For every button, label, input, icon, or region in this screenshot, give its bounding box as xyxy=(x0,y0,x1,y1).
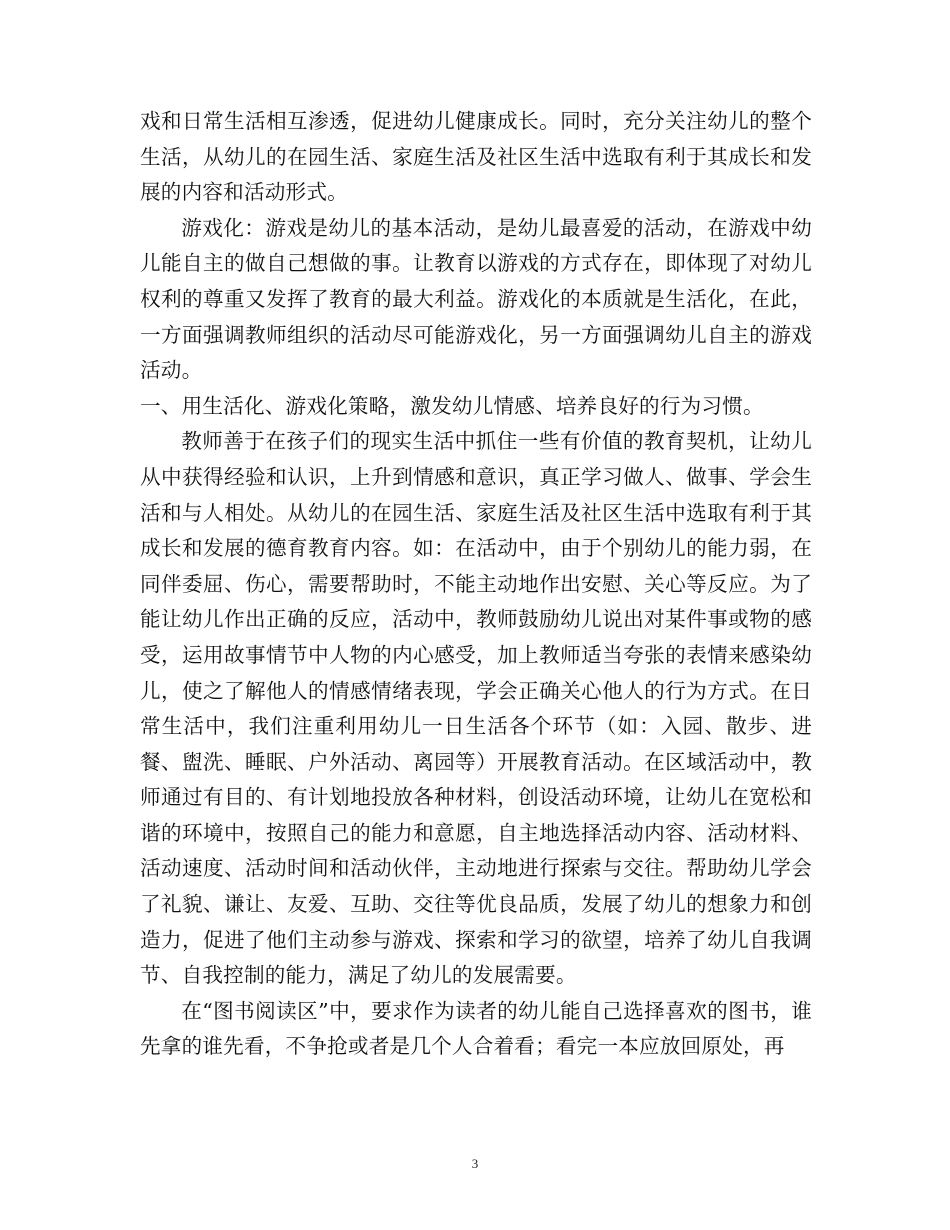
paragraph-4: 在“图书阅读区”中，要求作为读者的幼儿能自己选择喜欢的图书，谁先拿的谁先看，不争抢或者是几个人合着看；看完一本应放回原处，再 xyxy=(140,998,812,1059)
paragraph-2: 游戏化：游戏是幼儿的基本活动，是幼儿最喜爱的活动，在游戏中幼儿能自主的做自己想做的事。让教育以游戏的方式存在，即体现了对幼儿权利的尊重又发挥了教育的最大利益。游戏化的本质就是生活化，在此，一方面强调教师组织的活动尽可能游戏化，另一方面强调幼儿自主的游戏活动。 xyxy=(140,215,812,383)
paragraph-3: 教师善于在孩子们的现实生活中抓住一些有价值的教育契机，让幼儿从中获得经验和认识，上升到情感和意识，真正学习做人、做事、学会生活和与人相处。从幼儿的在园生活、家庭生活及社区生活中选取有利于其成长和发展的德育教育内容。如：在活动中，由于个别幼儿的能力弱，在同伴委屈、伤心，需要帮助时，不能主动地作出安慰、关心等反应。为了能让幼儿作出正确的反应，活动中，教师鼓励幼儿说出对某件事或物的感受，运用故事情节中人物的内心感受，加上教师适当夸张的表情来感染幼儿，使之了解他人的情感情绪表现，学会正确关心他人的行为方式。在日常生活中，我们注重利用幼儿一日生活各个环节（如：入园、散步、进餐、盥洗、睡眠、户外活动、离园等）开展教育活动。在区域活动中，教师通过有目的、有计划地投放各种材料，创设活动环境，让幼儿在宽松和谐的环境中，按照自己的能力和意愿，自主地选择活动内容、活动材料、活动速度、活动时间和活动伙伴，主动地进行探索与交往。帮助幼儿学会了礼貌、谦让、友爱、互助、交往等优良品质，发展了幼儿的想象力和创造力，促进了他们主动参与游戏、探索和学习的欲望，培养了幼儿自我调节、自我控制的能力，满足了幼儿的发展需要。 xyxy=(140,429,812,988)
section-heading: 一、用生活化、游戏化策略，激发幼儿情感、培养良好的行为习惯。 xyxy=(140,393,764,418)
page-number: 3 xyxy=(471,1156,479,1171)
paragraph-1: 戏和日常生活相互渗透，促进幼儿健康成长。同时，充分关注幼儿的整个生活，从幼儿的在园生活、家庭生活及社区生活中选取有利于其成长和发展的内容和活动形式。 xyxy=(140,109,812,205)
document-body xyxy=(140,104,812,1065)
